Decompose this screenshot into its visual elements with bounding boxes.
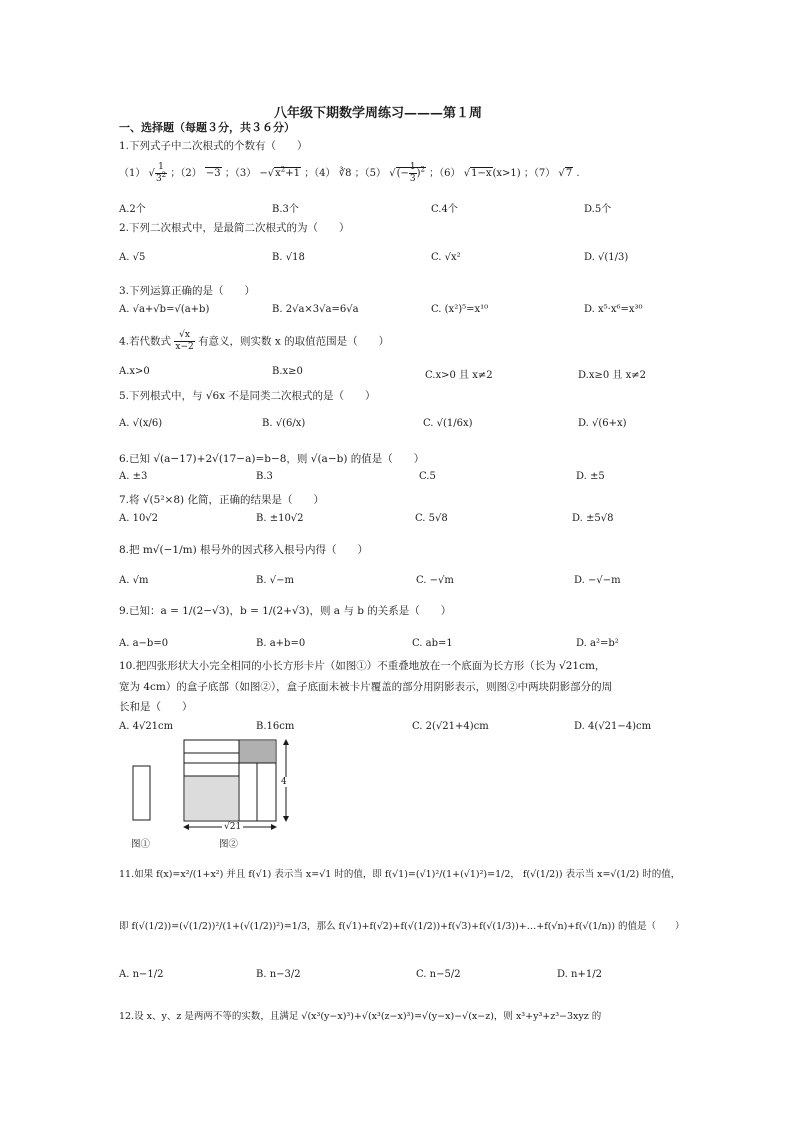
q10-figure-2-caption: 图② <box>219 839 239 850</box>
q3-option-b[interactable]: B. 2√a×3√a=6√a <box>272 304 359 315</box>
q8-option-d[interactable]: D. −√−m <box>574 575 621 586</box>
q3-option-a[interactable]: A. √a+√b=√(a+b) <box>119 304 210 315</box>
q9-option-c[interactable]: C. ab=1 <box>412 638 453 649</box>
question-11-line1: 11.如果 f(x)=x²/(1+x²) 并且 f(√1) 表示当 x=√1 时的值，即 f(√1)=(√1)²/(1+(√1)²)=1/2， f(√(1/2)) 表示当 x=√(1/2) 时的值， <box>119 869 681 880</box>
question-6-stem: 6.已知 √(a−17)+2√(17−a)=b−8，则 √(a−b) 的值是（ ） <box>119 453 425 465</box>
q3-option-c[interactable]: C. (x²)⁵=x¹⁰ <box>431 304 489 315</box>
q4-stem-post: 有意义，则实数 x 的取值范围是（ ） <box>198 335 390 348</box>
q5-option-b[interactable]: B. √(6/x) <box>262 418 306 429</box>
q11-option-b[interactable]: B. n−3/2 <box>256 969 301 980</box>
q1-item-1: （1） <box>119 168 146 179</box>
q4-frac-numerator: √x <box>174 330 194 342</box>
q10-option-c[interactable]: C. 2(√21+4)cm <box>412 721 489 732</box>
question-11-line2: 即 f(√(1/2))=(√(1/2))²/(1+(√(1/2))²)=1/3，那么 f(√1)+f(√2)+f(√(1/2))+f(√3)+f(√(1/3))+…+f(√n)+f(√(1/n)) 的值是（ ） <box>119 921 685 932</box>
q3-option-d[interactable]: D. x⁵·x⁶=x³⁰ <box>584 304 643 315</box>
question-12-line1: 12.设 x、y、z 是两两不等的实数，且满足 √(x³(y−x)³)+√(x³(z−x)³)=√(y−x)−√(x−z)，则 x³+y³+z³−3xyz 的 <box>119 1011 602 1022</box>
q6-option-a[interactable]: A. ±3 <box>119 471 148 482</box>
question-9-stem: 9.已知：a = 1/(2−√3)，b = 1/(2+√3)，则 a 与 b 的关系是（ ） <box>119 605 452 617</box>
q5-option-d[interactable]: D. √(6+x) <box>578 418 627 429</box>
q4-stem-pre: 4.若代数式 <box>119 335 172 348</box>
q8-option-b[interactable]: B. √−m <box>256 575 294 586</box>
q9-option-a[interactable]: A. a−b=0 <box>119 638 169 649</box>
question-10-line1: 10.把四张形状大小完全相同的小长方形卡片（如图①）不重叠地放在一个底面为长方形（长为 √21cm， <box>119 660 606 672</box>
question-10-line2: 宽为 4cm）的盒子底部（如图②），盒子底面未被卡片覆盖的部分用阴影表示，则图②中两块阴影部分的周 <box>119 681 613 693</box>
q1-option-c[interactable]: C.4个 <box>431 204 458 215</box>
q10-option-b[interactable]: B.16cm <box>256 721 295 732</box>
shaded-region-upper <box>239 741 275 763</box>
q6-option-d[interactable]: D. ±5 <box>576 471 605 482</box>
q8-option-c[interactable]: C. −√m <box>416 575 454 586</box>
q6-option-b[interactable]: B.3 <box>256 471 273 482</box>
q6-option-c[interactable]: C.5 <box>419 471 436 482</box>
q11-option-d[interactable]: D. n+1/2 <box>557 969 602 980</box>
q5-option-c[interactable]: C. √(1/6x) <box>423 418 473 429</box>
q11-option-a[interactable]: A. n−1/2 <box>119 969 164 980</box>
q1-item-3: ；（3） <box>224 168 257 179</box>
q10-width-label: √21 <box>224 822 242 832</box>
q10-figure-1-caption: 图① <box>131 839 151 850</box>
q1-item-2: ；（2） <box>170 168 202 179</box>
q1-item-6: ；（6） <box>429 168 461 179</box>
q7-option-c[interactable]: C. 5√8 <box>415 513 448 524</box>
q10-height-label: 4 <box>281 777 287 787</box>
q1-item-7: ；（7） <box>523 168 556 179</box>
q1-option-d[interactable]: D.5个 <box>584 204 612 215</box>
q1-option-b[interactable]: B.3个 <box>272 204 299 215</box>
q1-option-a[interactable]: A.2个 <box>119 204 146 215</box>
q9-option-d[interactable]: D. a²=b² <box>576 638 619 649</box>
q10-option-a[interactable]: A. 4√21cm <box>119 721 174 732</box>
q10-option-d[interactable]: D. 4(√21−4)cm <box>574 721 652 732</box>
question-7-stem: 7.将 √(5²×8) 化简，正确的结果是（ ） <box>119 494 324 506</box>
question-1-expressions: （1） √ $\frac{1}{3^2}$ ；（2） −3 ；$(3) -√x^2+1$ ；（4） ∛8 ；（5） √(− $\frac{1}{3}$ )$^2$ ；（6） √1−x(x>1) ；（7） √7 . <box>119 162 580 184</box>
q4-option-b[interactable]: B.x≥0 <box>272 366 303 377</box>
card-rectangle <box>133 766 150 820</box>
question-2-stem: 2.下列二次根式中，是最简二次根式的为（ ） <box>119 222 350 234</box>
q2-option-d[interactable]: D. √(1/3) <box>584 252 629 263</box>
q7-option-d[interactable]: D. ±5√8 <box>572 513 614 524</box>
q4-option-a[interactable]: A.x>0 <box>119 366 150 377</box>
section-heading: 一、选择题（每题３分，共３６分） <box>119 121 295 134</box>
question-5-stem: 5.下列根式中，与 √6x 不是同类二次根式的是（ ） <box>119 390 376 402</box>
q5-option-a[interactable]: A. √(x/6) <box>119 418 163 429</box>
q1-item-5: ；（5） <box>354 168 387 179</box>
q4-option-d[interactable]: D.x≥0 且 x≠2 <box>578 370 646 381</box>
q10-figure <box>125 735 300 850</box>
q1-item-4: ；（4） <box>304 168 336 179</box>
q2-option-c[interactable]: C. √x² <box>431 252 461 263</box>
q7-option-b[interactable]: B. ±10√2 <box>256 513 304 524</box>
q4-frac-denominator: x−2 <box>175 342 194 352</box>
shaded-region-lower <box>185 776 238 820</box>
question-1-stem: 1.下列式子中二次根式的个数有（ ） <box>119 140 308 152</box>
q9-option-b[interactable]: B. a+b=0 <box>256 638 306 649</box>
q2-option-a[interactable]: A. √5 <box>119 252 146 263</box>
q8-option-a[interactable]: A. √m <box>119 575 149 586</box>
question-8-stem: 8.把 m√(−1/m) 根号外的因式移入根号内得（ ） <box>119 544 369 556</box>
page-title: 八年级下期数学周练习———第１周 <box>274 106 483 121</box>
question-4-stem <box>119 330 389 353</box>
q11-option-c[interactable]: C. n−5/2 <box>416 969 461 980</box>
q2-option-b[interactable]: B. √18 <box>272 252 305 263</box>
q7-option-a[interactable]: A. 10√2 <box>119 513 159 524</box>
q4-option-c[interactable]: C.x>0 且 x≠2 <box>425 370 493 381</box>
question-10-line3: 长和是（ ） <box>119 701 193 713</box>
question-3-stem: 3.下列运算正确的是（ ） <box>119 285 256 297</box>
